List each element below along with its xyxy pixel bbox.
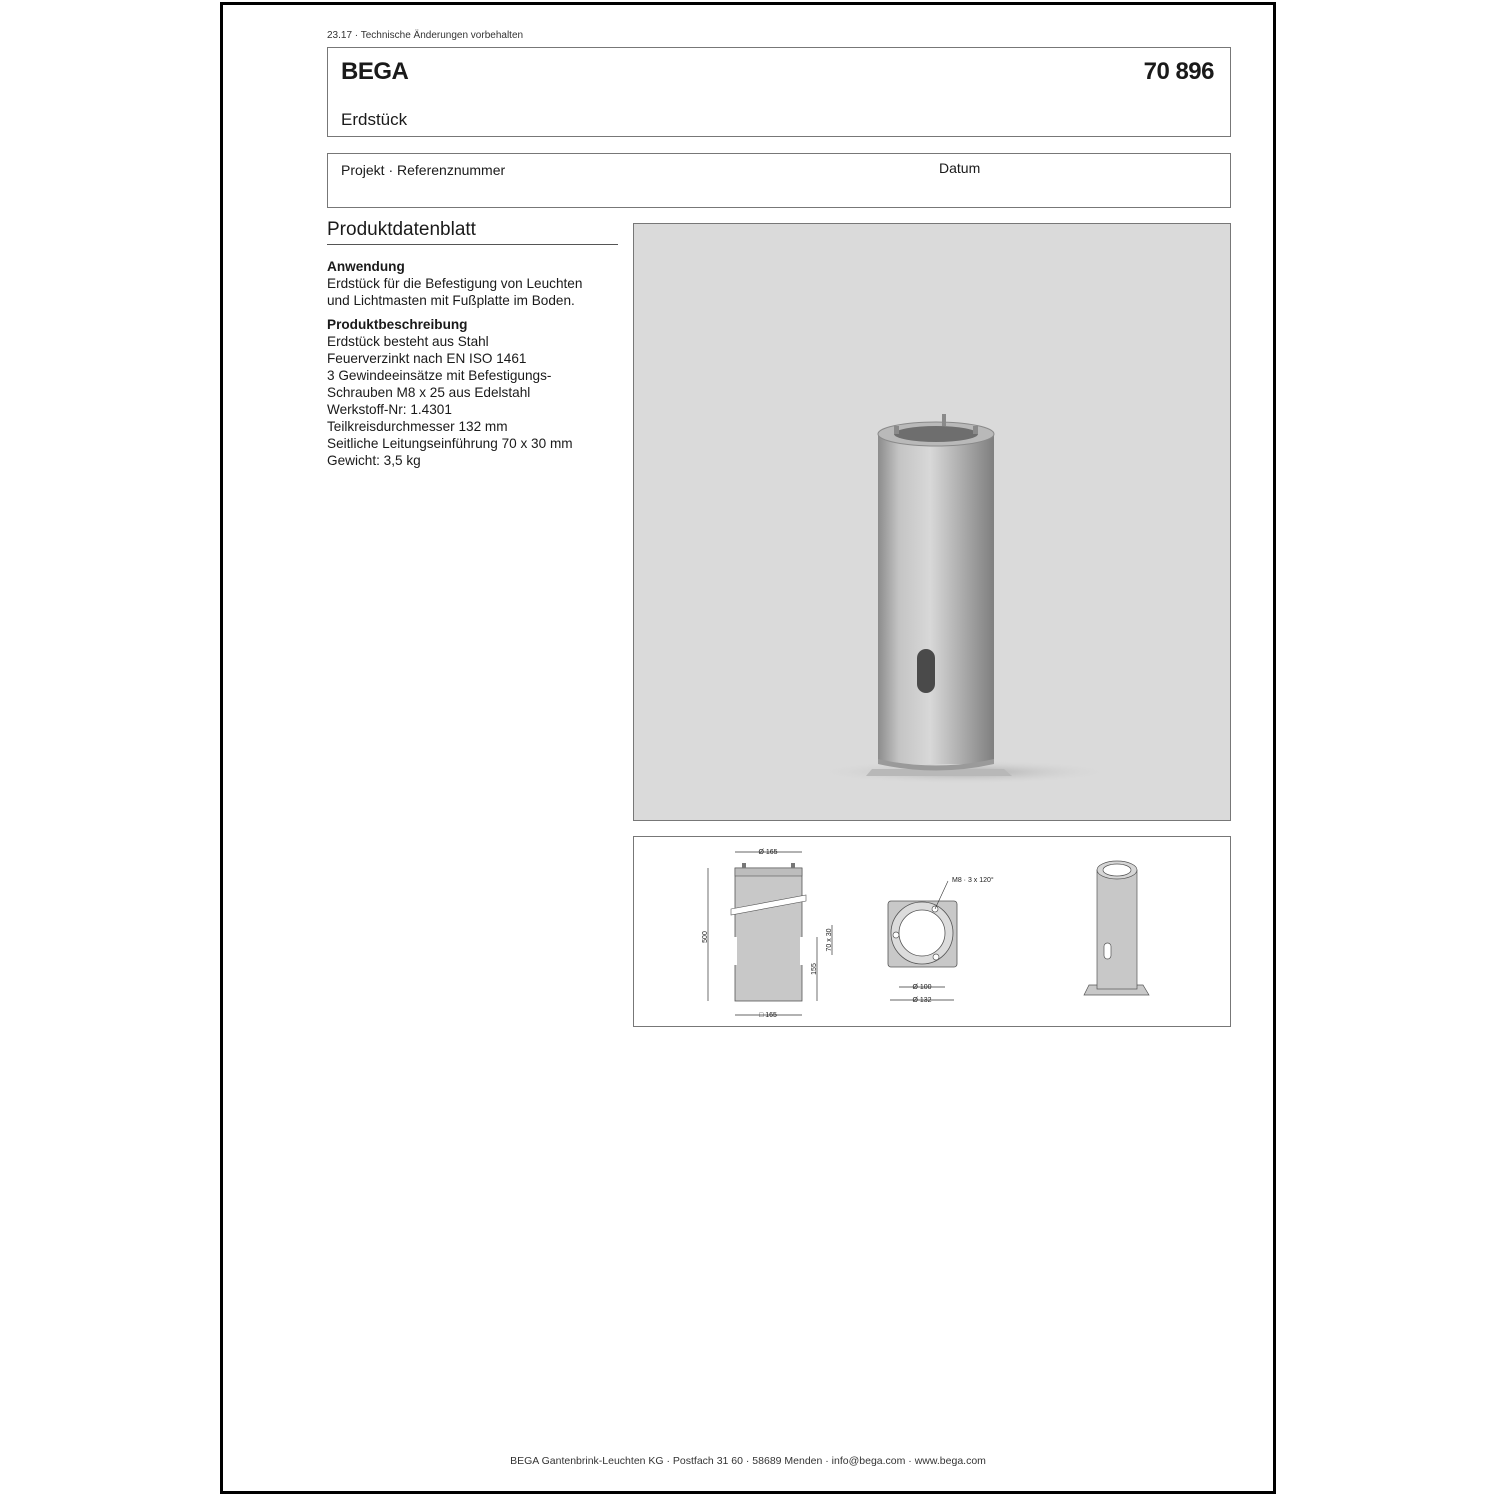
edition-note: 23.17 · Technische Änderungen vorbehalten (327, 30, 524, 41)
description-line: Teilkreisdurchmesser 132 mm (327, 419, 508, 434)
dim-top-diameter: Ø 165 (758, 849, 778, 856)
description-line: Erdstück besteht aus Stahl (327, 334, 489, 349)
plan-view-drawing (888, 876, 994, 1004)
dim-opening-height: 155 (811, 963, 818, 975)
application-line: Erdstück für die Befestigung von Leuchten (327, 276, 583, 291)
section-title: Produktdatenblatt (327, 219, 618, 245)
description-line: Gewicht: 3,5 kg (327, 453, 421, 468)
brand-logo: BEGA (341, 58, 409, 85)
product-text (327, 258, 627, 469)
date-label: Datum (939, 160, 981, 176)
isometric-drawing (1084, 861, 1149, 995)
datasheet-page (220, 2, 1276, 1494)
dim-base-square: □ 165 (759, 1012, 777, 1019)
dim-pitch-diameter: Ø 132 (912, 997, 932, 1004)
technical-drawings (633, 836, 1231, 1027)
project-box (327, 153, 1231, 208)
article-number: 70 896 (1143, 58, 1214, 85)
dim-thread: M8 · 3 x 120° (952, 877, 994, 884)
project-label: Projekt · Referenznummer (341, 162, 506, 178)
product-name: Erdstück (341, 110, 408, 129)
side-view-drawing (702, 849, 833, 1019)
description-line: Seitliche Leitungseinführung 70 x 30 mm (327, 436, 573, 451)
dim-height: 500 (702, 931, 709, 943)
description-line: Schrauben M8 x 25 aus Edelstahl (327, 385, 531, 400)
description-heading: Produktbeschreibung (327, 317, 468, 332)
footer-address: BEGA Gantenbrink-Leuchten KG · Postfach 31 60 · 58689 Menden · info@bega.com · www.bega.com (510, 1455, 986, 1467)
dim-opening: 70 x 30 (826, 928, 833, 952)
product-photo (633, 223, 1231, 821)
application-line: und Lichtmasten mit Fußplatte im Boden. (327, 293, 575, 308)
dim-inner-diameter: Ø 100 (912, 984, 932, 991)
header-box (327, 47, 1231, 137)
ground-sleeve-image (634, 224, 1230, 820)
dimension-drawings (634, 837, 1230, 1026)
description-line: Werkstoff-Nr: 1.4301 (327, 402, 452, 417)
description-line: 3 Gewindeeinsätze mit Befestigungs- (327, 368, 552, 383)
description-line: Feuerverzinkt nach EN ISO 1461 (327, 351, 527, 366)
application-heading: Anwendung (327, 259, 405, 274)
